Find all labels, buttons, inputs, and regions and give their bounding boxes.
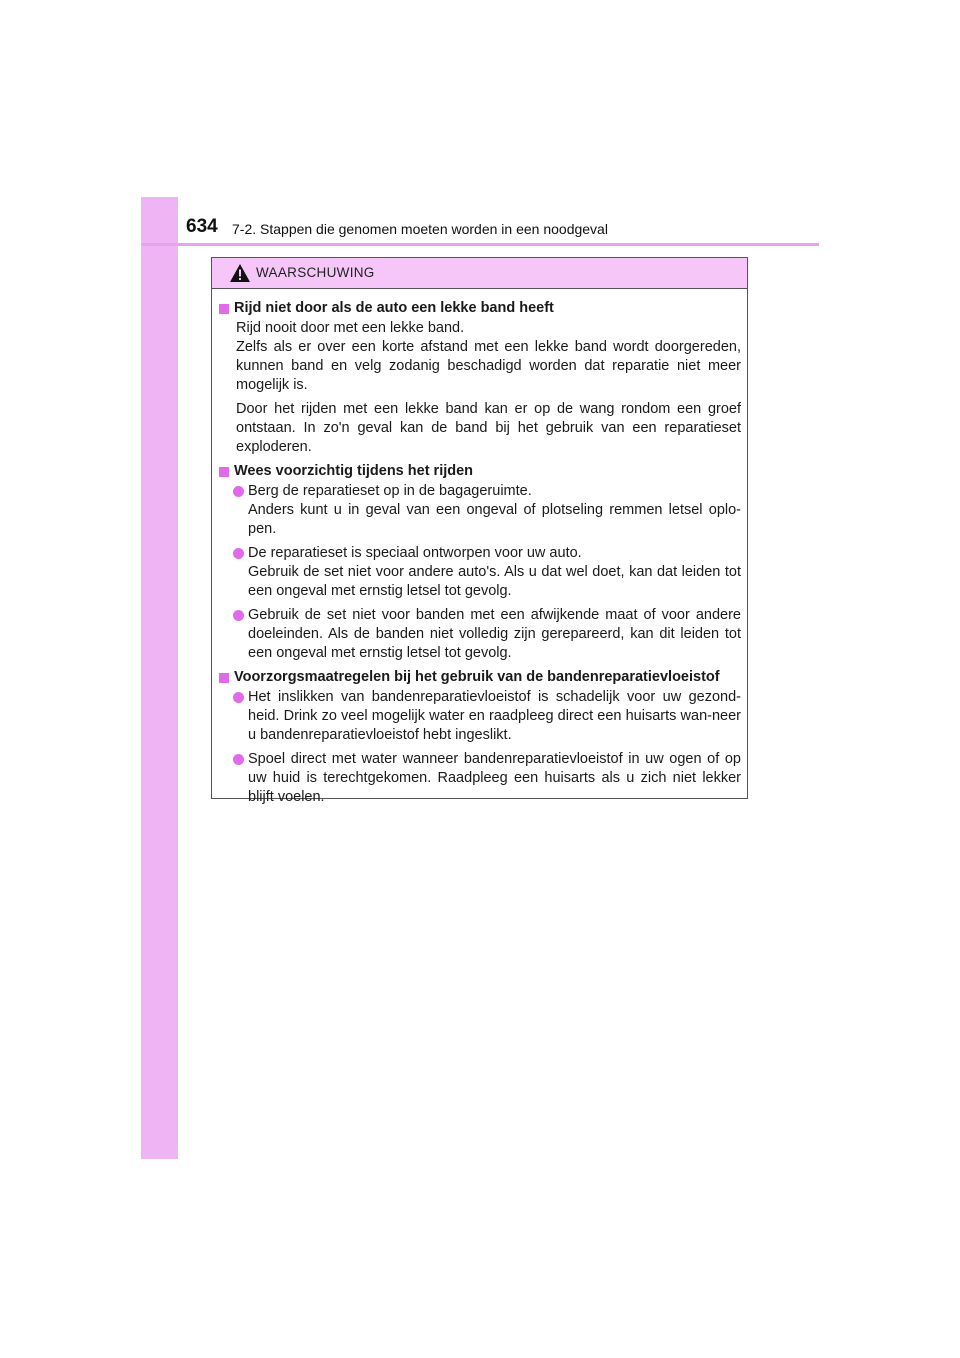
topic-heading: Wees voorzichtig tijdens het rijden bbox=[218, 462, 741, 481]
warning-body bbox=[212, 289, 747, 807]
warning-box bbox=[211, 257, 748, 805]
topic-heading: Rijd niet door als de auto een lekke band heeft bbox=[218, 299, 741, 318]
warning-header bbox=[212, 258, 747, 289]
round-bullet-icon bbox=[233, 486, 244, 497]
square-bullet-icon bbox=[219, 304, 229, 314]
list-item: De reparatieset is speciaal ontworpen voor uw auto. Gebruik de set niet voor andere auto's. Als u dat wel doet, kan dat leiden tot een ongeval met ernstig letsel tot gevolg. bbox=[218, 544, 741, 601]
list-item: Berg de reparatieset op in de bagageruimte. Anders kunt u in geval van een ongeval of plotseling remmen letsel oplo-pen. bbox=[218, 482, 741, 539]
topic-heading: Voorzorgsmaatregelen bij het gebruik van de bandenreparatievloeistof bbox=[218, 668, 741, 687]
list-item: Het inslikken van bandenreparatievloeistof is schadelijk voor uw gezond-heid. Drink zo veel mogelijk water en raadpleeg direct een huisarts wan-neer u bandenreparatievloeistof hebt ingeslikt. bbox=[218, 688, 741, 745]
paragraph: Rijd nooit door met een lekke band. Zelfs als er over een korte afstand met een lekke band wordt doorgereden, kunnen band en velg zodanig beschadigd worden dat reparatie niet meer mogelijk is. bbox=[236, 320, 741, 393]
square-bullet-icon bbox=[219, 673, 229, 683]
round-bullet-icon bbox=[233, 754, 244, 765]
list-item: Gebruik de set niet voor banden met een afwijkende maat of voor andere doeleinden. Als de banden niet volledig zijn gerepareerd, kan dit leiden tot een ongeval met ernstig letsel tot gevolg. bbox=[218, 606, 741, 663]
chapter-side-tab bbox=[141, 197, 178, 1159]
section-title: 7-2. Stappen die genomen moeten worden in een noodgeval bbox=[232, 221, 608, 237]
round-bullet-icon bbox=[233, 692, 244, 703]
paragraph: Door het rijden met een lekke band kan er op de wang rondom een groef ontstaan. In zo'n geval kan de band bij het gebruik van een reparatieset exploderen. bbox=[236, 401, 741, 455]
header-rule bbox=[141, 243, 819, 246]
page-number: 634 bbox=[186, 216, 218, 237]
square-bullet-icon bbox=[219, 467, 229, 477]
warning-triangle-icon bbox=[229, 263, 251, 283]
warning-label: WAARSCHUWING bbox=[256, 265, 375, 280]
round-bullet-icon bbox=[233, 610, 244, 621]
round-bullet-icon bbox=[233, 548, 244, 559]
list-item: Spoel direct met water wanneer bandenreparatievloeistof in uw ogen of op uw huid is terechtgekomen. Raadpleeg een huisarts als u zich niet lekker blijft voelen. bbox=[218, 750, 741, 807]
